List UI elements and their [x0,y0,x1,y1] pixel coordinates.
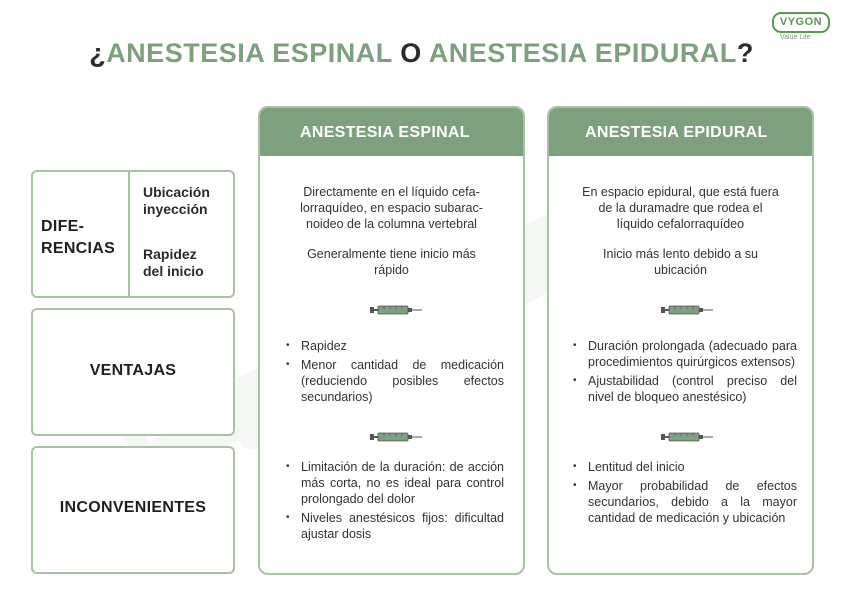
advantages-label: VENTAJAS [89,362,177,379]
page-title: ¿ANESTESIA ESPINAL O ANESTESIA EPIDURAL? [89,38,754,68]
logo-tagline: Value Life [780,34,811,41]
epidural-disadvantages-list [573,459,797,529]
injection-location-label: Ubicación inyección [143,184,210,217]
logo-wordmark: VYGON [772,12,830,33]
list-item: • Duración prolongada (adecuado para procedimientos quirúrgicos extensos) [573,338,797,370]
syringe-icon [661,430,713,444]
spinal-disadvantages-list [286,459,504,545]
list-item: • Menor cantidad de medicación (reduciendo posibles efectos secundarios) [286,357,504,405]
onset-speed-label: Rapidez del inicio [143,246,204,279]
spinal-onset-text: Generalmente tiene inicio más rápido [307,247,476,277]
list-item: • Mayor probabilidad de efectos secundarios, debido a la mayor cantidad de medicación y ubicación [573,478,797,526]
spinal-column [258,106,525,575]
list-item: • Ajustabilidad (control preciso del nivel de bloqueo anestésico) [573,373,797,405]
spinal-header: ANESTESIA ESPINAL [260,108,523,156]
epidural-column [547,106,814,575]
list-item: • Limitación de la duración: de acción más corta, no es ideal para control prolongado del dolor [286,459,504,507]
spinal-advantages-list [286,338,504,408]
syringe-icon [370,303,422,317]
differences-label: DIFE- RENCIAS [41,218,116,257]
advantages-box [31,308,235,436]
epidural-advantages-list [573,338,797,408]
disadvantages-box [31,446,235,574]
list-item: • Rapidez [286,338,504,354]
syringe-icon [370,430,422,444]
differences-box [31,170,235,298]
spinal-location-text: Directamente en el líquido cefa- lorraquídeo, en espacio subarac- noideo de la columna vertebral [300,185,483,231]
differences-divider [128,172,130,296]
list-item: • Lentitud del inicio [573,459,797,475]
disadvantages-label: INCONVENIENTES [59,499,207,516]
epidural-onset-text: Inicio más lento debido a su ubicación [603,247,758,277]
epidural-header: ANESTESIA EPIDURAL [549,108,812,156]
vygon-logo [772,12,834,41]
syringe-icon [661,303,713,317]
epidural-location-text: En espacio epidural, que está fuera de la duramadre que rodea el líquido cefalorraquídeo [582,185,779,231]
list-item: • Niveles anestésicos fijos: dificultad ajustar dosis [286,510,504,542]
